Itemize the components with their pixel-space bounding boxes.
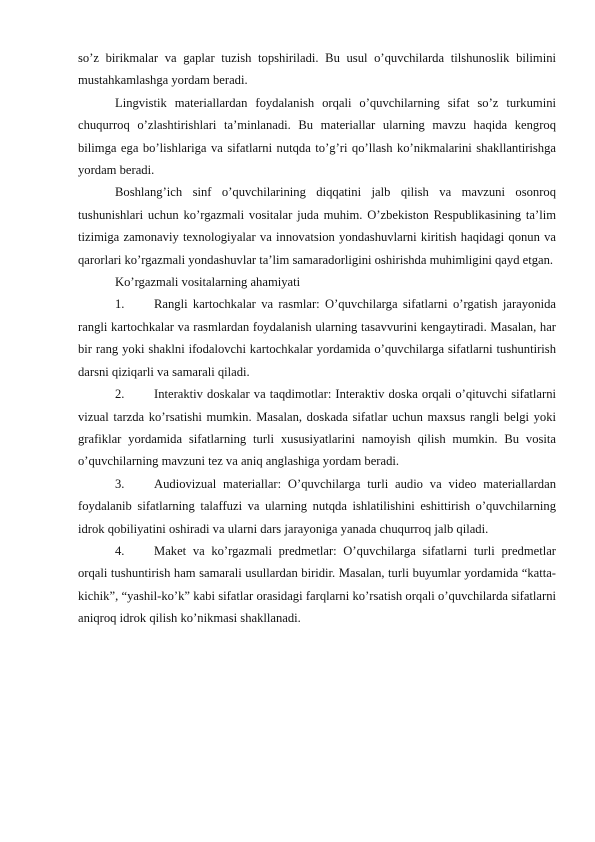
list-item-number: 1. [115,297,125,312]
list-item [78,473,556,540]
list-item-text: Audiovizual materiallar: O’quvchilarga turli audio va video materiallardan foydalanib sifatlarning talaffuzi va ularning nutqda ishlatilishini eshittirish o’quvchilarning idrok qobiliyatini oshiradi va ularni dars jarayoniga yanada chuqurroq jalb qiladi. [78,476,556,536]
section-heading: Ko’rgazmali vositalarning ahamiyati [115,275,301,290]
paragraph-continuation: so’z birikmalar va gaplar tuzish topshiriladi. Bu usul o’quvchilarda tilshunoslik bilimini mustahkamlashga yordam beradi. [78,51,556,88]
paragraph-boshlangich: Boshlang’ich sinf o’quvchilarining diqqatini jalb qilish va mavzuni osonroq tushunishlari uchun ko’rgazmali vositalar juda muhim. O’zbekiston Respublikasining ta’lim tizimiga zamonaviy texnologiyalar va innovatsion yondashuvlarni kiritish haqidagi qonun va qarorlari ko’rgazmali yondashuvlar ta’lim samaradorligini oshirishda muhimligini qayd etgan. [78,185,556,267]
list-item [78,540,556,630]
list-item-text: Rangli kartochkalar va rasmlar: O’quvchilarga sifatlarni o’rgatish jarayonida rangli kartochkalar va rasmlardan foydalanish ularning tasavvurini kengaytiradi. Masalan, har bir rang yoki shaklni ifodalovchi kartochkalar yordamida o’quvchilarga sifatlarni tushuntirish darsni qiziqarli va samarali qiladi. [78,297,556,379]
list-item-number: 3. [115,476,125,491]
list-item-text: Maket va ko’rgazmali predmetlar: O’quvchilarga sifatlarni turli predmetlar orqali tushuntirish ham samarali usullardan biridir. Masalan, turli buyumlar yordamida “katta-kichik”, “yashil-ko’k” kabi sifatlar orasidagi farqlarni ko’rsatish orqali o’quvchilarda sifatlarni aniqroq idrok qilish ko’nikmasi shakllanadi. [78,543,556,626]
list-item-number: 2. [115,387,125,402]
list-item [78,293,556,383]
list-item [78,383,556,473]
list-item-number: 4. [115,543,125,558]
list-item-text: Interaktiv doskalar va taqdimotlar: Interaktiv doska orqali o’qituvchi sifatlarni vizual tarzda ko’rsatishi mumkin. Masalan, doskada sifatlar uchun maxsus rangli belgi yoki grafiklar yordamida sifatlarning turli xususiyatlarini namoyish qilish mumkin. Bu vosita o’quvchilarning mavzuni tez va aniq anglashiga yordam beradi. [78,387,556,469]
paragraph-lingvistik: Lingvistik materiallardan foydalanish orqali o’quvchilarning sifat so’z turkumini chuqurroq o’zlashtirishlari ta’minlanadi. Bu materiallar ularning mavzu haqida kengroq bilimga ega bo’lishlariga va sifatlarni nutqda to’g’ri qo’llash ko’nikmalarini shakllantirishga yordam beradi. [78,95,556,178]
